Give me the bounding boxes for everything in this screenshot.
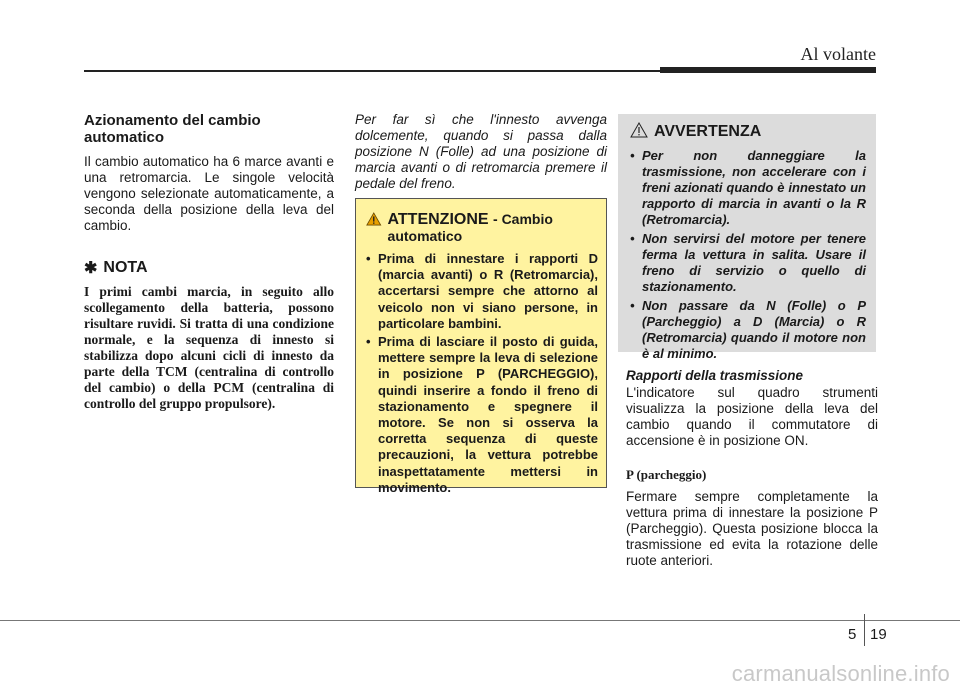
left-column [84, 112, 334, 412]
watermark: carmanualsonline.info [731, 661, 950, 686]
caution-header [366, 211, 598, 245]
warning-triangle-outline-icon [630, 122, 648, 138]
nota-text: I primi cambi marcia, in seguito allo scollegamento della batteria, possono risultare ruvidi. Si tratta di una condizione normale, e la sequenza di innesto si stabilizza dopo alcuni cicli di innesto da parte della TCM (centralina di controllo del cambio) o della PCM (centralina di controllo del gruppo propulsore). [84, 284, 334, 411]
park-paragraph: Fermare sempre completamente la vettura prima di innestare la posizione P (Parcheggio). Questa posizione blocca la trasmissione ed evita la rotazione delle ruote anteriori. [626, 489, 878, 568]
header-rule-accent [660, 67, 876, 73]
warning-list [630, 148, 866, 362]
caution-item: • Prima di lasciare il posto di guida, mettere sempre la leva di selezione in posizione P (PARCHEGGIO), quindi inserire a fondo il freno di stazionamento e spegnere il motore. Se non si osserva la corretta sequenza di queste precauzioni, la vettura potrebbe inaspettatamente mettersi in movimento. [366, 334, 598, 496]
nota-heading [84, 258, 334, 278]
park-heading: P (parcheggio) [626, 467, 707, 482]
warning-item: • Non servirsi del motore per tenere ferma la vettura in salita. Usare il freno di servizio o quello di stazionamento. [630, 231, 866, 295]
warning-item: • Per non danneggiare la trasmissione, non accelerare con i freni azionati quando è innestato un rapporto di marcia in avanti o la R (Retromarcia). [630, 148, 866, 228]
middle-column [355, 112, 607, 192]
page-number-separator [864, 614, 865, 646]
nota-label: NOTA [103, 259, 148, 276]
transmission-subheading: Rapporti della trasmissione [626, 368, 804, 383]
footer-rule [0, 620, 960, 621]
asterisk-icon: ✱ [84, 260, 98, 277]
warning-triangle-icon [366, 211, 382, 227]
right-column [626, 368, 878, 569]
indicator-paragraph: L'indicatore sul quadro strumenti visualizza la posizione della leva del cambio quando il commutatore di accensione è in posizione ON. [626, 385, 878, 448]
caution-list [366, 251, 598, 496]
warning-header [630, 122, 866, 142]
chapter-number: 5 [848, 626, 857, 643]
section-heading: Azionamento del cambio automatico [84, 112, 261, 146]
warning-title: AVVERTENZA [654, 123, 762, 140]
running-header-title: Al volante [800, 44, 876, 64]
caution-item: • Prima di innestare i rapporti D (marcia avanti) o R (Retromarcia), accertarsi sempre che attorno al veicolo non vi siano persone, in particolare bambini. [366, 251, 598, 332]
page-number: 19 [870, 626, 887, 643]
caution-box [355, 198, 607, 495]
warning-box [618, 114, 876, 361]
intro-paragraph: Il cambio automatico ha 6 marce avanti e una retromarcia. Le singole velocità vengono selezionate automaticamente, a seconda della posizione della leva del cambio. [84, 154, 334, 233]
warning-item: • Non passare da N (Folle) o P (Parcheggio) a D (Marcia) o R (Retromarcia) quando il motore non è al minimo. [630, 298, 866, 362]
caution-title: ATTENZIONE [387, 211, 489, 228]
brake-pedal-paragraph: Per far sì che l'innesto avvenga dolcemente, quando si passa dalla posizione N (Folle) ad una posizione di marcia avanti o di retromarcia premere il pedale del freno. [355, 112, 607, 191]
caution-subtitle: - Cambio automatico [387, 211, 553, 244]
